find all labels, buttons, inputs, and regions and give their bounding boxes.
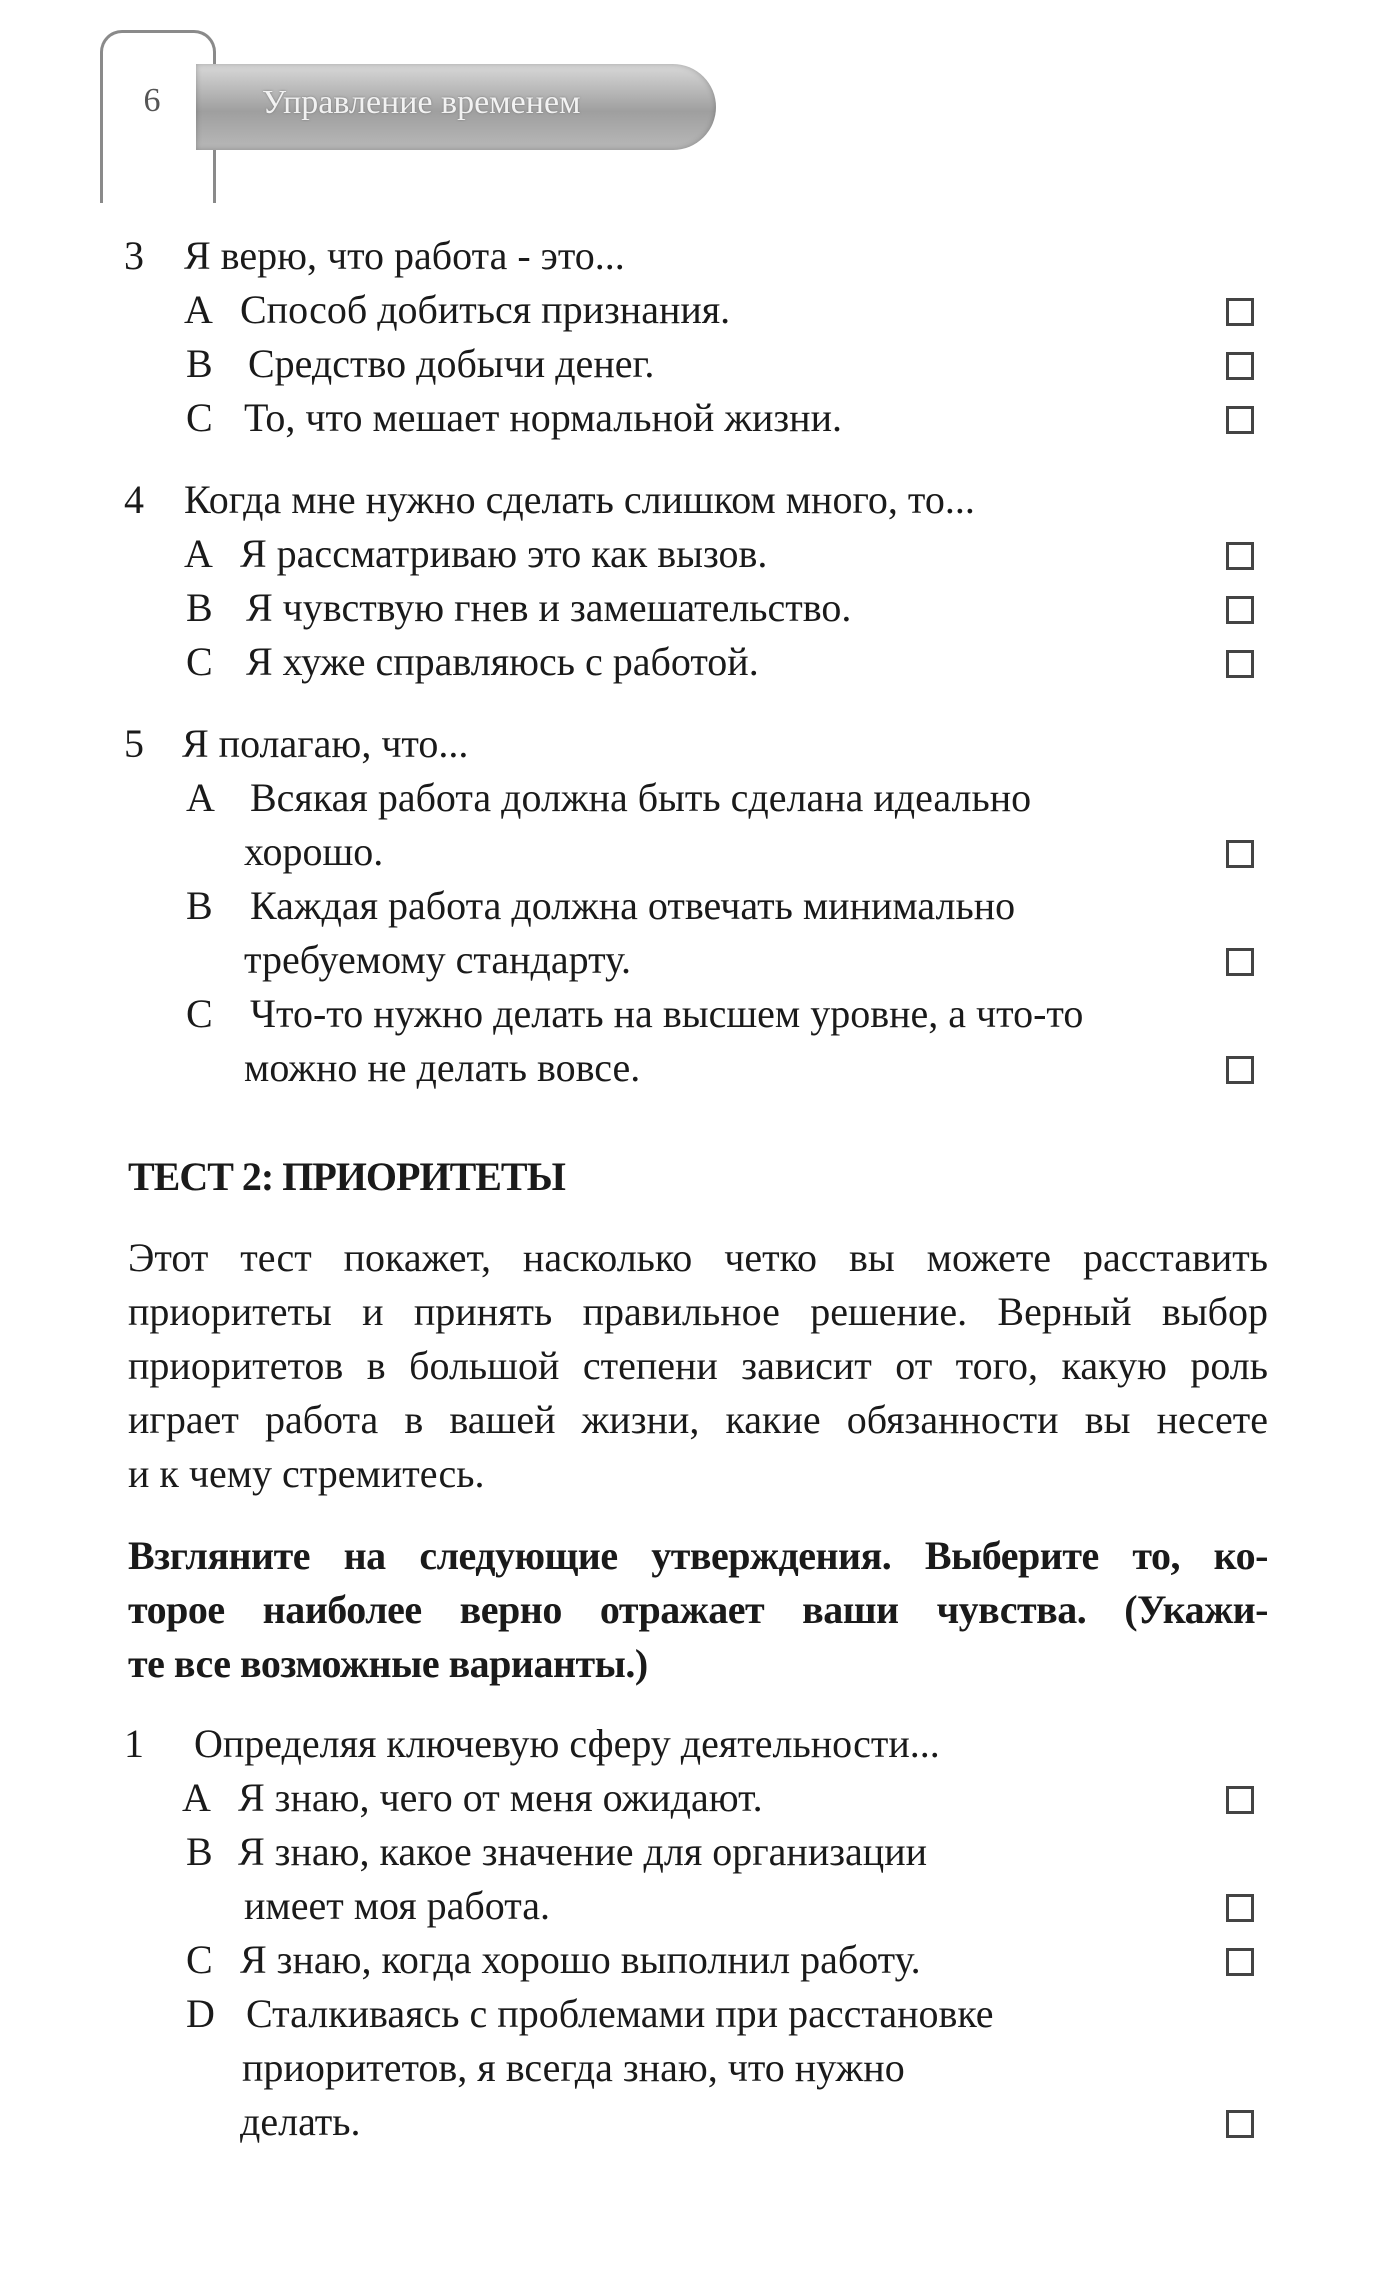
section-banner [196,64,716,150]
option-text-continued: имеет моя работа. [244,1883,550,1928]
option-letter: A [182,1775,211,1820]
instruction-line: те все возможные варианты.) [128,1641,648,1686]
option-text-continued: можно не делать вовсе. [244,1045,641,1090]
question-number: 5 [124,721,144,766]
option-letter: A [184,287,213,332]
option-text: То, что мешает нормальной жизни. [244,395,842,440]
question-text: Я полагаю, что... [182,721,469,766]
option-checkbox[interactable] [1226,406,1254,434]
option-checkbox[interactable] [1226,1786,1254,1814]
intro-line: приоритетов в большой степени зависит от того, какую роль [128,1343,1268,1388]
option-text-continued: хорошо. [244,829,384,874]
option-text: Я знаю, какое значение для организации [238,1829,928,1874]
option-letter: C [186,395,213,440]
option-text-continued: делать. [240,2099,361,2144]
section-title: Управление временем [262,84,581,121]
question-text: Определяя ключевую сферу деятельности... [194,1721,940,1766]
option-checkbox[interactable] [1226,2110,1254,2138]
question-number: 4 [124,477,144,522]
option-letter: B [186,1829,213,1874]
question-number: 1 [124,1721,144,1766]
option-text: Я знаю, чего от меня ожидают. [238,1775,763,1820]
option-text-continued: требуемому стандарту. [244,937,632,982]
option-text: Каждая работа должна отвечать минимально [250,883,1016,928]
option-text: Средство добычи денег. [248,341,655,386]
intro-line: играет работа в вашей жизни, какие обязанности вы несете [128,1397,1268,1442]
question-number: 3 [124,233,144,278]
option-text: Что-то нужно делать на высшем уровне, а что-то [250,991,1084,1036]
option-checkbox[interactable] [1226,352,1254,380]
option-checkbox[interactable] [1226,542,1254,570]
option-text: Я чувствую гнев и замешательство. [246,585,852,630]
option-checkbox[interactable] [1226,650,1254,678]
option-text: Я знаю, когда хорошо выполнил работу. [240,1937,921,1982]
option-checkbox[interactable] [1226,298,1254,326]
option-letter: A [186,775,215,820]
option-text: Способ добиться признания. [240,287,731,332]
option-checkbox[interactable] [1226,1056,1254,1084]
page-number: 6 [143,82,161,119]
option-text: Я рассматриваю это как вызов. [240,531,768,576]
instruction-line: Взгляните на следующие утверждения. Выберите то, ко- [128,1533,1268,1578]
option-checkbox[interactable] [1226,596,1254,624]
instruction-line: торое наиболее верно отражает ваши чувства. (Укажи- [128,1587,1268,1632]
option-checkbox[interactable] [1226,1948,1254,1976]
option-text: Я хуже справляюсь с работой. [246,639,759,684]
option-checkbox[interactable] [1226,840,1254,868]
option-checkbox[interactable] [1226,1894,1254,1922]
option-text: Всякая работа должна быть сделана идеально [250,775,1032,820]
intro-line: Этот тест покажет, насколько четко вы можете расставить [128,1235,1268,1280]
option-letter: C [186,1937,213,1982]
test2-heading: ТЕСТ 2: ПРИОРИТЕТЫ [128,1154,565,1199]
option-letter: B [186,883,213,928]
intro-line: и к чему стремитесь. [128,1451,485,1496]
option-checkbox[interactable] [1226,948,1254,976]
option-letter: A [184,531,213,576]
option-letter: B [186,585,213,630]
option-letter: C [186,639,213,684]
option-text-continued: приоритетов, я всегда знаю, что нужно [242,2045,905,2090]
option-letter: D [186,1991,215,2036]
question-text: Я верю, что работа - это... [184,233,625,278]
question-text: Когда мне нужно сделать слишком много, то... [184,477,975,522]
option-letter: B [186,341,213,386]
option-text: Сталкиваясь с проблемами при расстановке [246,1991,994,2036]
intro-line: приоритеты и принять правильное решение. Верный выбор [128,1289,1268,1334]
option-letter: C [186,991,213,1036]
